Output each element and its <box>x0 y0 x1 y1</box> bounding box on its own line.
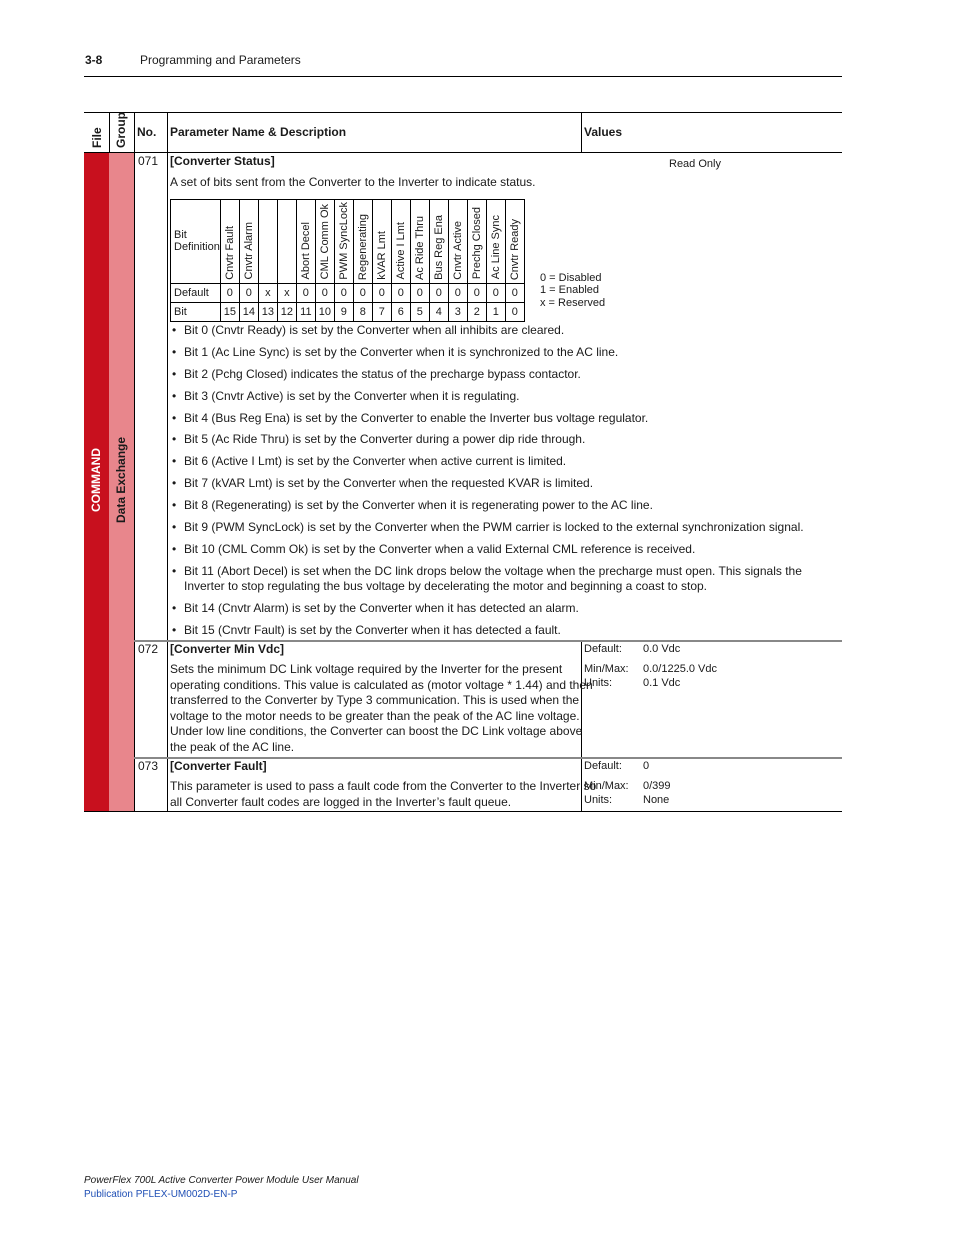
bit-default-cell: 0 <box>334 283 353 302</box>
bit-name: Abort Decel <box>299 222 312 280</box>
param-071-read-only: Read Only <box>669 158 721 170</box>
bit-number-cell: 7 <box>372 302 391 321</box>
bit-description-item: • Bit 4 (Bus Reg Ena) is set by the Converter to enable the Inverter bus voltage regulator. <box>170 411 840 427</box>
file-band-label: COMMAND <box>89 448 103 512</box>
bit-name: Active I Lmt <box>394 222 407 280</box>
col-head-group: Group <box>114 112 128 148</box>
bit-row-label: Bit <box>171 302 221 321</box>
bit-name-cell <box>391 200 410 284</box>
table-top-rule <box>84 112 842 113</box>
param-073-minmax-value: 0/399 <box>643 780 671 792</box>
col-divider-1 <box>109 112 110 153</box>
bit-description-item: • Bit 10 (CML Comm Ok) is set by the Converter when a valid External CML reference is received. <box>170 542 840 558</box>
param-073-units-label: Units: <box>584 794 613 806</box>
bit-description-item: • Bit 5 (Ac Ride Thru) is set by the Converter during a power dip ride through. <box>170 432 840 448</box>
col-divider-4 <box>581 112 582 153</box>
param-073-minmax-label: Min/Max: <box>584 780 629 792</box>
description-line: This parameter is used to pass a fault code from the Converter to the Inverter so <box>170 779 597 793</box>
description-line: transferred to the Converter by Type 3 communication. This is used when the <box>170 693 580 707</box>
bit-name: Bus Reg Ena <box>432 214 445 280</box>
table-head-rule <box>84 152 842 153</box>
bit-name-cell <box>486 200 505 284</box>
bit-name: Regenerating <box>356 213 369 280</box>
header-rule <box>84 76 842 77</box>
bit-name: PWM SyncLock <box>337 202 350 280</box>
bit-name: Prechg Closed <box>470 207 483 280</box>
legend-disabled: 0 = Disabled <box>540 272 602 284</box>
bit-description-item: • Bit 8 (Regenerating) is set by the Converter when it is regenerating power to the AC line. <box>170 498 840 514</box>
bit-default-cell: 0 <box>391 283 410 302</box>
bit-number-cell: 9 <box>334 302 353 321</box>
param-071-description: A set of bits sent from the Converter to the Inverter to indicate status. <box>170 175 536 189</box>
bit-default-cell: 0 <box>239 283 258 302</box>
bit-name: Cnvtr Fault <box>223 225 236 280</box>
bit-number-cell: 6 <box>391 302 410 321</box>
bit-name-cell <box>258 200 277 284</box>
param-073-default-label: Default: <box>584 760 622 772</box>
bit-name-cell <box>353 200 372 284</box>
col-divider-3 <box>167 112 168 811</box>
bit-default-cell: x <box>277 283 296 302</box>
bit-name-cell <box>448 200 467 284</box>
description-line: voltage to the motor needs to be greater than the peak of the AC line voltage. <box>170 708 580 723</box>
col-head-no: No. <box>137 125 157 139</box>
col-head-file: File <box>90 127 104 148</box>
bit-default-cell: 0 <box>467 283 486 302</box>
param-072-description <box>170 662 593 755</box>
bit-default-cell: 0 <box>315 283 334 302</box>
bit-definition-table <box>170 199 525 322</box>
bit-name-cell <box>467 200 486 284</box>
bit-name: kVAR Lmt <box>375 230 388 280</box>
param-072-minmax-value: 0.0/1225.0 Vdc <box>643 663 718 675</box>
bit-number-cell: 5 <box>410 302 429 321</box>
bit-description-list <box>170 323 840 645</box>
bit-default-cell: 0 <box>448 283 467 302</box>
bit-name: CML Comm Ok <box>318 204 331 280</box>
bit-definition-label <box>171 200 221 284</box>
bit-name: Ac Line Sync <box>489 215 502 280</box>
param-072-default-value: 0.0 Vdc <box>643 643 681 655</box>
description-line: the peak of the AC line. <box>170 739 295 754</box>
param-072-minmax-label: Min/Max: <box>584 663 629 675</box>
bit-default-cell: 0 <box>410 283 429 302</box>
footer-manual-title: PowerFlex 700L Active Converter Power Module User Manual <box>84 1175 359 1186</box>
bit-number-cell: 4 <box>429 302 448 321</box>
param-072-units-value: 0.1 Vdc <box>643 677 681 689</box>
legend-reserved: x = Reserved <box>540 297 606 309</box>
bit-name-cell <box>334 200 353 284</box>
description-line: Under low line conditions, the Converter can boost the DC Link voltage above <box>170 724 583 738</box>
page-number: 3-8 <box>85 53 103 67</box>
footer-publication-link[interactable]: Publication PFLEX-UM002D-EN-P <box>84 1189 238 1200</box>
bit-name-cell <box>220 200 239 284</box>
bit-name-cell <box>372 200 391 284</box>
bit-description-item: • Bit 6 (Active I Lmt) is set by the Converter when active current is limited. <box>170 454 840 470</box>
bit-name-cell <box>315 200 334 284</box>
default-row-label: Default <box>171 283 221 302</box>
bit-name-cell <box>277 200 296 284</box>
bit-number-cell: 15 <box>220 302 239 321</box>
param-073-name: [Converter Fault] <box>170 759 267 773</box>
bit-name-cell <box>410 200 429 284</box>
bit-number-cell: 2 <box>467 302 486 321</box>
bit-number-cell: 1 <box>486 302 505 321</box>
param-072-units-label: Units: <box>584 677 613 689</box>
bit-description-item: • Bit 2 (Pchg Closed) indicates the status of the precharge bypass contactor. <box>170 367 840 383</box>
bit-number-cell: 8 <box>353 302 372 321</box>
bit-description-item: • Bit 9 (PWM SyncLock) is set by the Converter when the PWM carrier is locked to the external synchronization signal. <box>170 520 840 536</box>
description-line: operating conditions. This value is calculated as (motor voltage * 1.44) and then <box>170 677 593 692</box>
bit-description-item: • Bit 3 (Cnvtr Active) is set by the Converter when it is regulating. <box>170 389 840 405</box>
bit-default-cell: 0 <box>220 283 239 302</box>
bit-name: Cnvtr Alarm <box>242 222 255 280</box>
bit-name-cell <box>296 200 315 284</box>
bit-number-cell: 14 <box>239 302 258 321</box>
bit-description-item: • Bit 15 (Cnvtr Fault) is set by the Converter when it has detected a fault. <box>170 623 840 639</box>
bit-default-cell: x <box>258 283 277 302</box>
table-bottom-rule <box>84 811 842 812</box>
description-line: all Converter fault codes are logged in the Inverter’s fault queue. <box>170 794 512 809</box>
bit-name: Ac Ride Thru <box>413 215 426 280</box>
bit-default-cell: 0 <box>353 283 372 302</box>
bit-name-cell <box>429 200 448 284</box>
bit-number-cell: 13 <box>258 302 277 321</box>
bit-default-cell: 0 <box>505 283 524 302</box>
bit-default-cell: 0 <box>372 283 391 302</box>
param-071-name: [Converter Status] <box>170 154 275 168</box>
bit-description-item: • Bit 1 (Ac Line Sync) is set by the Converter when it is synchronized to the AC line. <box>170 345 840 361</box>
param-073-description <box>170 779 596 810</box>
param-073-units-value: None <box>643 794 670 806</box>
legend-enabled: 1 = Enabled <box>540 284 600 296</box>
param-072-default-label: Default: <box>584 643 622 655</box>
bit-default-cell: 0 <box>486 283 505 302</box>
param-071-number: 071 <box>138 154 159 168</box>
bit-number-cell: 3 <box>448 302 467 321</box>
col-divider-2 <box>134 112 135 811</box>
bit-description-item: • Bit 11 (Abort Decel) is set when the DC link drops below the voltage when the precharge must open. This signals the Inverter to stop regulating the bus voltage by decelerating the motor and beginning a coast to stop. <box>170 564 840 595</box>
bit-number-cell: 11 <box>296 302 315 321</box>
bit-definition-text: Bit Definition <box>174 229 220 254</box>
bit-description-item: • Bit 0 (Cnvtr Ready) is set by the Converter when all inhibits are cleared. <box>170 323 840 339</box>
param-072-number: 072 <box>138 642 159 656</box>
param-073-default-value: 0 <box>643 760 650 772</box>
bit-number-cell: 12 <box>277 302 296 321</box>
bit-number-cell: 0 <box>505 302 524 321</box>
description-line: Sets the minimum DC Link voltage required by the Inverter for the present <box>170 662 563 676</box>
col-head-values: Values <box>584 125 623 139</box>
param-073-number: 073 <box>138 759 159 773</box>
bit-number-cell: 10 <box>315 302 334 321</box>
bit-description-item: • Bit 14 (Cnvtr Alarm) is set by the Converter when it has detected an alarm. <box>170 601 840 617</box>
bit-default-cell: 0 <box>429 283 448 302</box>
bit-description-item: • Bit 7 (kVAR Lmt) is set by the Converter when the requested KVAR is limited. <box>170 476 840 492</box>
col-head-name: Parameter Name & Description <box>170 125 347 139</box>
bit-name: Cnvtr Ready <box>508 218 521 280</box>
bit-name-cell <box>239 200 258 284</box>
group-band-label: Data Exchange <box>114 436 128 523</box>
bit-name: Cnvtr Active <box>451 220 464 280</box>
param-072-name: [Converter Min Vdc] <box>170 642 285 656</box>
bit-default-cell: 0 <box>296 283 315 302</box>
bit-name-cell <box>505 200 524 284</box>
section-title: Programming and Parameters <box>140 53 301 67</box>
